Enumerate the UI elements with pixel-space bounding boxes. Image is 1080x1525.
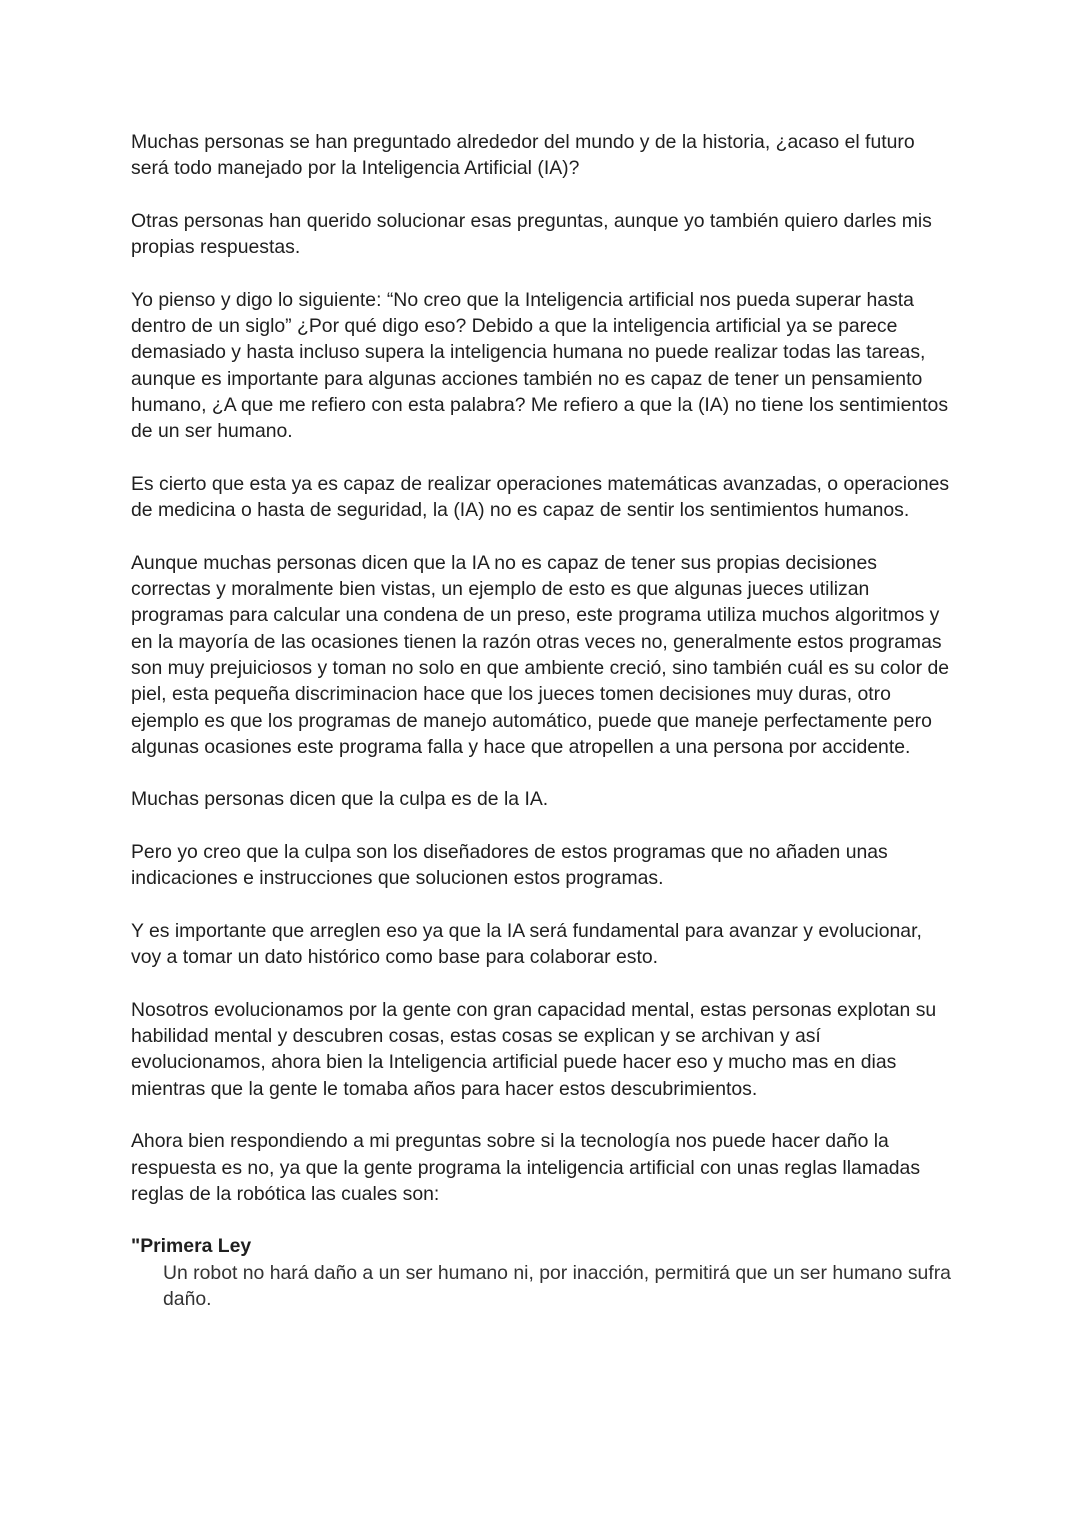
paragraph-3: Yo pienso y digo lo siguiente: “No creo que la Inteligencia artificial nos pueda superar hasta dentro de un siglo” ¿Por qué digo eso? Debido a que la inteligencia artificial ya se parece demasiado y hasta incluso supera la inteligencia humana no puede realizar todas las tareas, aunque es importante para algunas acciones también no es capaz de tener un pensamiento humano, ¿A que me refiero con esta palabra? Me refiero a que la (IA) no tiene los sentimientos de un ser humano. — [131, 288, 949, 443]
paragraph-6: Muchas personas dicen que la culpa es de la IA. — [131, 788, 549, 811]
paragraph-1: Muchas personas se han preguntado alrededor del mundo y de la historia, ¿acaso el futuro será todo manejado por la Inteligencia Artificial (IA)? — [131, 131, 915, 180]
paragraph-5: Aunque muchas personas dicen que la IA no es capaz de tener sus propias decisiones correctas y moralmente bien vistas, un ejemplo de esto es que algunas jueces utilizan programas para calcular una condena de un preso, este programa utiliza muchos algoritmos y en la mayoría de las ocasiones tienen la razón otras veces no, generalmente estos programas son muy prejuiciosos y toman no solo en que ambiente creció, sino también cuál es su color de piel, esta pequeña discriminacion hace que los jueces tomen decisiones muy duras, otro ejemplo es que los programas de manejo automático, puede que maneje perfectamente pero algunas ocasiones este programa falla y hace que atropellen a una persona por accidente. — [131, 551, 950, 758]
paragraph-10: Ahora bien respondiendo a mi preguntas sobre si la tecnología nos puede hacer daño la respuesta es no, ya que la gente programa la inteligencia artificial con unas reglas llamadas reglas de la robótica las cuales son: — [131, 1130, 921, 1205]
paragraph-9: Nosotros evolucionamos por la gente con gran capacidad mental, estas personas explotan su habilidad mental y descubren cosas, estas cosas se explican y se archivan y así evolucionamos, ahora bien la Inteligencia artificial puede hacer eso y mucho mas en dias mientras que la gente le tomaba años para hacer estos descubrimientos. — [131, 998, 937, 1100]
paragraph-4: Es cierto que esta ya es capaz de realizar operaciones matemáticas avanzadas, o operaciones de medicina o hasta de seguridad, la (IA) no es capaz de sentir los sentimientos humanos. — [131, 472, 950, 522]
paragraph-7: Pero yo creo que la culpa son los diseñadores de estos programas que no añaden unas indicaciones e instrucciones que solucionen estos programas. — [131, 841, 888, 890]
law-text: Un robot no hará daño a un ser humano ni, por inacción, permitirá que un ser humano sufra daño. — [163, 1261, 951, 1311]
paragraph-2: Otras personas han querido solucionar esas preguntas, aunque yo también quiero darles mis propias respuestas. — [131, 209, 932, 259]
document-body — [131, 129, 953, 1312]
paragraph-8: Y es importante que arreglen eso ya que la IA será fundamental para avanzar y evolucionar, voy a tomar un dato histórico como base para colaborar esto. — [131, 919, 922, 969]
law-heading: "Primera Ley — [131, 1235, 252, 1258]
